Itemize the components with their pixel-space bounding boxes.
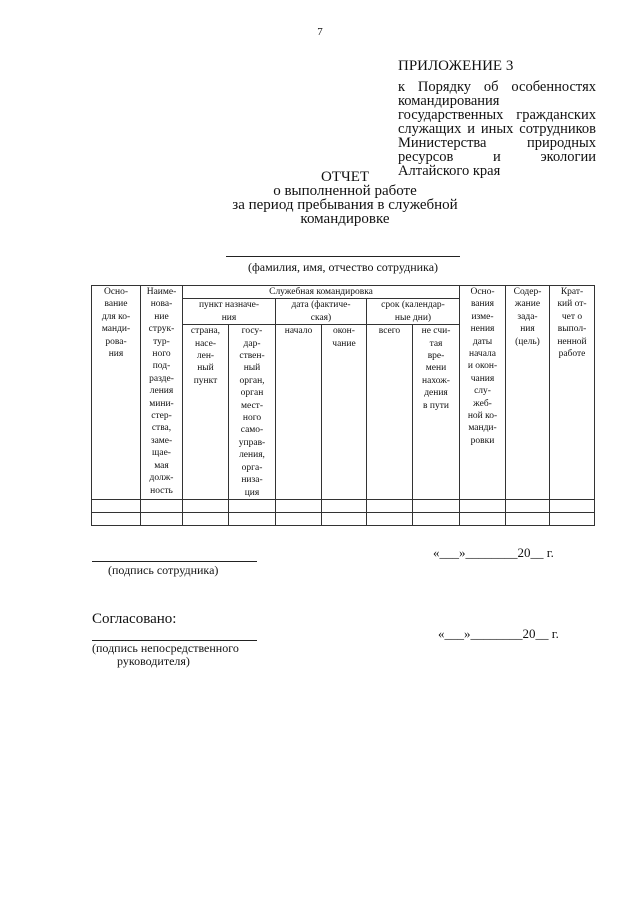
header-task: Содер- жание зада- ния (цель) [506,286,550,500]
header-summary: Крат- кий от- чет о выпол- ненной работе [550,286,595,500]
table-cell[interactable] [183,512,229,525]
table-cell[interactable] [550,499,595,512]
header-trip-group: Служебная командировка [183,286,460,299]
header-agency: госу- дар- ствен- ный орган, орган мест- ного само- управ- ления, орга- низа- ция [229,325,276,500]
table-cell[interactable] [322,512,367,525]
table-cell[interactable] [229,499,276,512]
header-travel: не счи- тая вре- мени нахож- дения в пути [413,325,460,500]
table-row [92,512,595,525]
appendix-subtitle: к Порядку об особенностях командирования государственных гражданских служащих и иных сотрудников Министерства природных ресурсов и экологии Алтайского края [398,79,596,179]
header-dates: дата (фактиче- ская) [276,299,367,325]
header-start: начало [276,325,322,500]
header-unit: Наиме- нова- ние струк- тур- ного под- разде- ления мини- стер- ства, заме- щае- мая долж- ность [141,286,183,500]
table-cell[interactable] [460,499,506,512]
table-cell[interactable] [367,499,413,512]
page-number: 7 [317,26,323,38]
employee-signature-caption: (подпись сотрудника) [108,563,219,577]
manager-caption-line: руководителя) [117,654,190,668]
manager-caption-line: (подпись непосредственного [92,641,239,655]
table-cell[interactable] [367,512,413,525]
table-cell[interactable] [92,499,141,512]
date-line[interactable]: «___»________20__ г. [438,626,559,641]
header-destination: пункт назначе- ния [183,299,276,325]
table-cell[interactable] [276,499,322,512]
table-cell[interactable] [506,512,550,525]
table-row [92,499,595,512]
name-caption: (фамилия, имя, отчество сотрудника) [247,260,439,274]
header-period: срок (календар- ные дни) [367,299,460,325]
table-cell[interactable] [141,512,183,525]
table-cell[interactable] [141,499,183,512]
table-cell[interactable] [550,512,595,525]
header-total: всего [367,325,413,500]
report-table [91,285,595,526]
report-subtitle-line: о выполненной работе [273,183,417,199]
report-heading [0,170,640,226]
header-change: Осно- вания изме- нения даты начала и окон- чания слу- жеб- ной ко- манди- ровки [460,286,506,500]
table-cell[interactable] [229,512,276,525]
table-cell[interactable] [506,499,550,512]
report-title: ОТЧЕТ [320,169,370,185]
table-cell[interactable] [322,499,367,512]
name-fill-line[interactable] [226,256,460,257]
manager-signature-caption [92,642,239,668]
header-basis: Осно- вание для ко- манди- рова- ния [92,286,141,500]
table-cell[interactable] [460,512,506,525]
report-subtitle-line: за период пребывания в служебной [232,197,458,213]
table-cell[interactable] [183,499,229,512]
report-subtitle-line: командировке [300,211,390,227]
header-country: страна, насе- лен- ный пункт [183,325,229,500]
table-cell[interactable] [276,512,322,525]
table-cell[interactable] [92,512,141,525]
table-cell[interactable] [413,499,460,512]
appendix-title: ПРИЛОЖЕНИЕ 3 [398,58,514,74]
approved-label: Согласовано: [92,611,177,627]
date-line[interactable]: «___»________20__ г. [433,545,554,560]
employee-signature-line[interactable] [92,561,257,562]
header-end: окон- чание [322,325,367,500]
table-cell[interactable] [413,512,460,525]
